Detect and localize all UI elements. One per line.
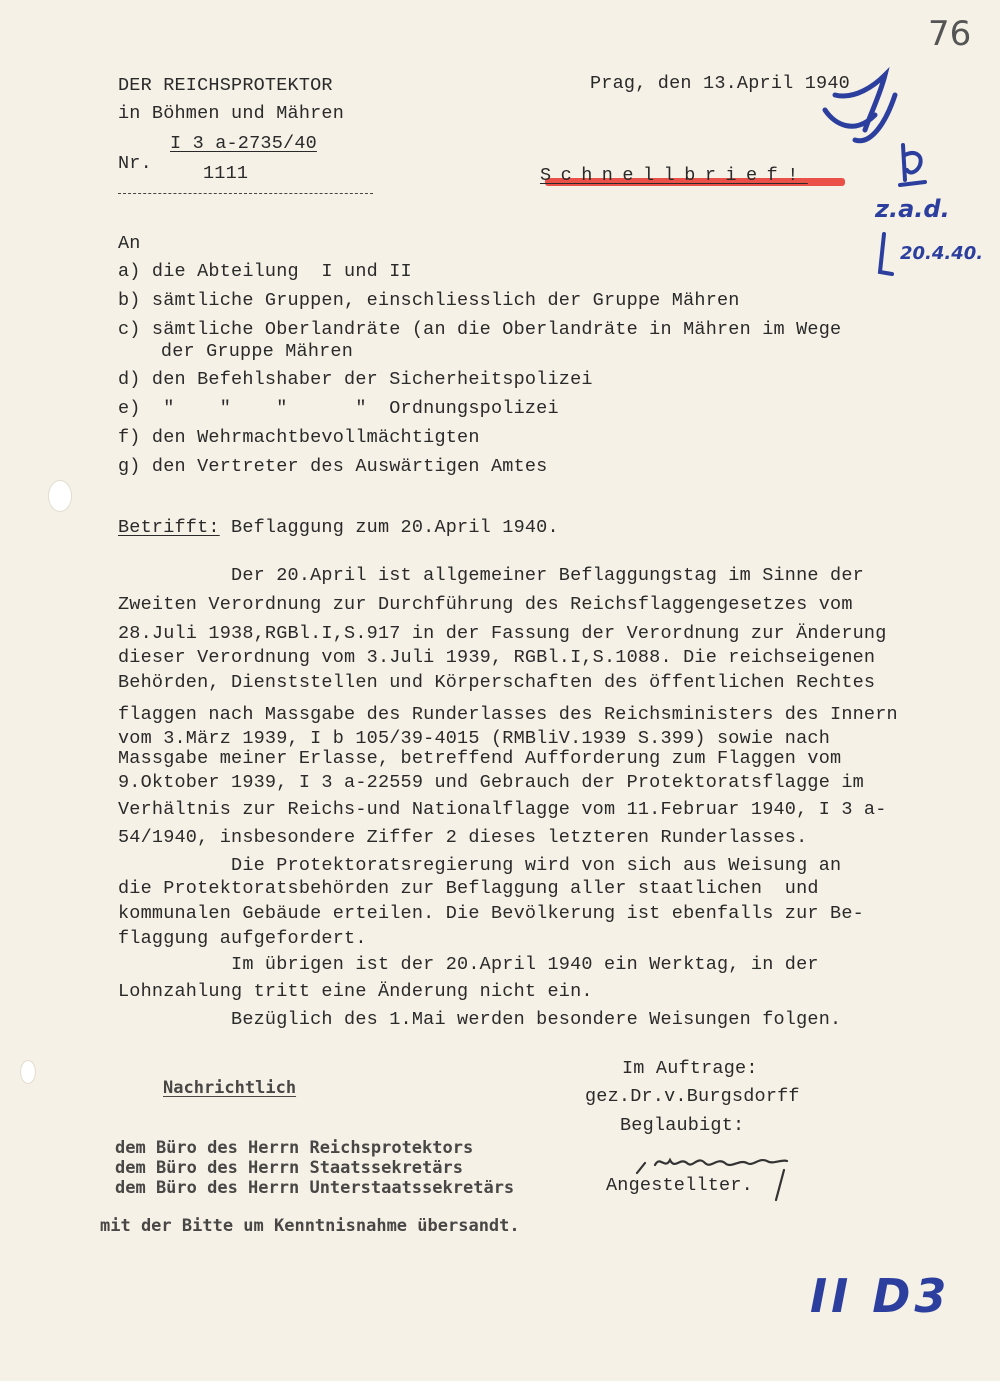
notification-recipient-3: dem Büro des Herrn Unterstaatssekretärs: [115, 1178, 515, 1198]
recipient-c-continued: der Gruppe Mähren: [127, 341, 354, 362]
punch-hole-bottom: [20, 1060, 36, 1084]
reference-sub-number: 1111: [203, 163, 249, 184]
body-line-1: Der 20.April ist allgemeiner Beflaggungstag im Sinne der: [118, 565, 864, 586]
subject-line: [118, 517, 559, 539]
body-line-16: Im übrigen ist der 20.April 1940 ein Werktag, in der: [118, 954, 819, 975]
signature-line-2: gez.Dr.v.Burgsdorff: [585, 1086, 800, 1107]
body-line-6: flaggen nach Massgabe des Runderlasses des Reichsministers des Innern: [118, 704, 898, 725]
body-line-12: Die Protektoratsregierung wird von sich aus Weisung an: [118, 855, 842, 876]
recipient-b: b) sämtliche Gruppen, einschliesslich der Gruppe Mähren: [118, 290, 740, 311]
handwritten-margin-note-2: 20.4.40.: [900, 243, 984, 264]
recipient-g: g) den Vertreter des Auswärtigen Amtes: [118, 456, 548, 477]
body-line-15: flaggung aufgefordert.: [118, 928, 367, 949]
recipient-e: e) " " " " Ordnungspolizei: [118, 398, 559, 419]
signature-line-4: Angestellter.: [606, 1175, 753, 1196]
body-line-14: kommunalen Gebäude erteilen. Die Bevölkerung ist ebenfalls zur Be-: [118, 903, 864, 924]
body-line-10: Verhältnis zur Reichs-und Nationalflagge vom 11.Februar 1940, I 3 a-: [118, 799, 887, 820]
header-rule: [118, 193, 373, 194]
handwritten-margin-note-1: z.a.d.: [875, 195, 950, 223]
authority-line-1: DER REICHSPROTEKTOR: [118, 75, 333, 96]
signature-slash: [770, 1168, 790, 1204]
notification-recipient-2: dem Büro des Herrn Staatssekretärs: [115, 1158, 463, 1178]
recipient-a: a) die Abteilung I und II: [118, 261, 412, 282]
body-line-17: Lohnzahlung tritt eine Änderung nicht ein.: [118, 981, 593, 1002]
subject-label: Betrifft:: [118, 517, 220, 538]
body-line-7: vom 3.März 1939, I b 105/39-4015 (RMBliV.1939 S.399) sowie nach: [118, 728, 831, 749]
body-line-18: Bezüglich des 1.Mai werden besondere Weisungen folgen.: [118, 1009, 842, 1030]
body-line-9: 9.Oktober 1939, I 3 a-22559 und Gebrauch der Protektoratsflagge im: [118, 772, 864, 793]
urgency-label: Schnellbrief!: [540, 165, 808, 186]
notification-heading: Nachrichtlich: [163, 1078, 297, 1098]
body-line-11: 54/1940, insbesondere Ziffer 2 dieses letzteren Runderlasses.: [118, 827, 808, 848]
reference-label: Nr.: [118, 153, 152, 174]
subject-text: Beflaggung zum 20.April 1940.: [219, 517, 559, 538]
place-date: Prag, den 13.April 1940: [590, 73, 850, 94]
recipient-d: d) den Befehlshaber der Sicherheitspolizei: [118, 369, 593, 390]
recipient-c: c) sämtliche Oberlandräte (an die Oberlandräte in Mähren im Wege: [118, 319, 842, 340]
body-line-8: Massgabe meiner Erlasse, betreffend Aufforderung zum Flaggen vom: [118, 748, 842, 769]
reference-number: I 3 a-2735/40: [170, 133, 317, 154]
body-line-5: Behörden, Dienststellen und Körperschaften des öffentlichen Rechtes: [118, 672, 876, 693]
body-line-3: 28.Juli 1938,RGBl.I,S.917 in der Fassung der Verordnung zur Änderung: [118, 623, 887, 644]
signature-line-3: Beglaubigt:: [620, 1115, 745, 1136]
signature-line-1: Im Auftrage:: [622, 1058, 758, 1079]
authority-line-2: in Böhmen und Mähren: [118, 103, 345, 124]
notification-closing: mit der Bitte um Kenntnisnahme übersandt.: [100, 1216, 520, 1236]
recipients-intro: An: [118, 233, 141, 254]
notification-recipient-1: dem Büro des Herrn Reichsprotektors: [115, 1138, 474, 1158]
bottom-handwritten-mark: II D3: [810, 1269, 951, 1323]
recipient-f: f) den Wehrmachtbevollmächtigten: [118, 427, 480, 448]
handwritten-margin-scribble: [895, 140, 935, 190]
body-line-4: dieser Verordnung vom 3.Juli 1939, RGBl.I,S.1088. Die reichseigenen: [118, 647, 876, 668]
page-number: 76: [928, 14, 972, 54]
body-line-2: Zweiten Verordnung zur Durchführung des Reichsflaggengesetzes vom: [118, 594, 853, 615]
handwritten-margin-bracket: [874, 232, 894, 277]
body-line-13: die Protektoratsbehörden zur Beflaggung aller staatlichen und: [118, 878, 819, 899]
punch-hole-top: [48, 480, 72, 512]
